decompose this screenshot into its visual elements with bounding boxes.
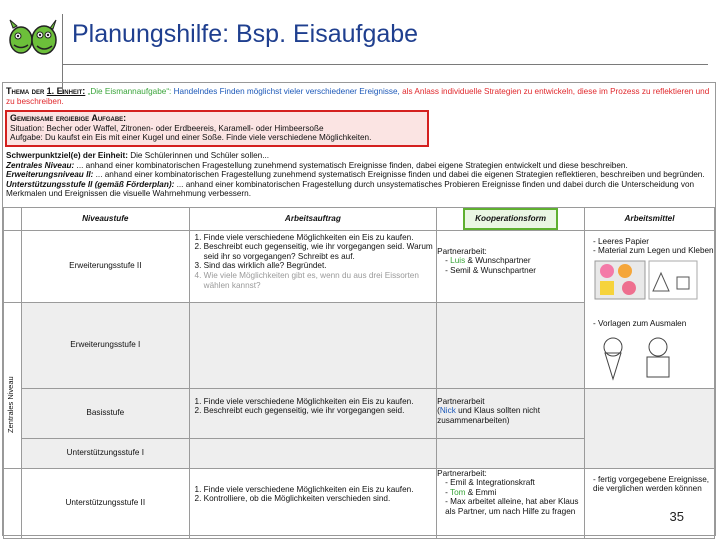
- materials-bottom: [584, 468, 714, 538]
- craft-materials-image: [585, 259, 705, 325]
- planning-table: [3, 207, 715, 539]
- header-horizontal-rule: [62, 64, 708, 65]
- level-ext1: Erweiterungsstufe I: [21, 302, 189, 388]
- material-item: - Vorlagen zum Ausmalen: [593, 319, 714, 329]
- theme-name: „Die Eismannaufgabe“:: [87, 87, 172, 96]
- koop-label: Partnerarbeit:: [437, 468, 487, 478]
- level-ext2: Erweiterungsstufe II: [21, 230, 189, 302]
- material-item: - Leeres Papier: [593, 237, 714, 247]
- header-niveaustufe: Niveaustufe: [21, 208, 189, 231]
- koop-item: - Emil & Integrationskraft: [445, 478, 584, 488]
- koop-item: - Max arbeitet alleine, hat aber Klaus als Partner, um nach Hilfe zu fragen: [445, 497, 584, 516]
- task-item: 1. Finde viele verschiedene Möglichkeiten ein Eis zu kaufen.: [204, 233, 436, 243]
- theme-desc: Handelndes Finden möglichst vieler verschiedener Ereignisse,: [173, 87, 400, 96]
- level-sup2: Unterstützungsstufe II: [21, 468, 189, 538]
- goal-ext: ... anhand einer kombinatorischen Fragestellung zunehmend systematisch Ereignisse finden und dabei die eigenen Strategien reflektieren, beschreiben und begründen.: [95, 170, 705, 180]
- theme-unit: 1. Einheit:: [46, 86, 86, 96]
- koop-label: Partnerarbeit: [437, 396, 485, 406]
- materials-top: [584, 230, 714, 388]
- goal-ext-label: Erweiterungsniveau II:: [6, 170, 94, 180]
- level-sup1: Unterstützungsstufe I: [21, 438, 189, 468]
- task-item: 3. Sind das wirklich alle? Begründet.: [204, 261, 436, 271]
- header-arbeitsmittel: Arbeitsmittel: [584, 208, 714, 231]
- theme-label: Thema der: [6, 86, 45, 96]
- koop-item: - Tom & Emmi: [445, 488, 584, 498]
- task-item: 2. Kontrolliere, ob die Möglichkeiten verschieden sind.: [204, 494, 436, 504]
- material-item: - fertig vorgegebene Ereignisse, die verglichen werden können: [593, 475, 714, 494]
- goal-sup-label: Unterstützungsstufe II (gemäß Förderplan):: [6, 179, 175, 189]
- koop-label: Partnerarbeit:: [437, 246, 487, 256]
- task-aufgabe: Aufgabe: Du kaufst ein Eis mit einer Kugel und einer Soße. Finde viele verschiedene Möglichkeiten.: [10, 133, 372, 143]
- tasks-ext2: [189, 230, 436, 302]
- theme-line: [6, 87, 714, 106]
- icecream-template-icon: [585, 331, 705, 385]
- page-title: Planungshilfe: Bsp. Eisaufgabe: [72, 20, 419, 48]
- goals-section: [6, 151, 712, 199]
- task-item: 2. Beschreibt euch gegenseitig, wie ihr vorgegangen seid.: [204, 406, 436, 416]
- header-arbeitsauftrag: Arbeitsauftrag: [189, 208, 436, 231]
- koop-item: - Semil & Wunschpartner: [445, 266, 584, 276]
- table-row: [4, 388, 715, 438]
- koop-basis: [437, 388, 585, 438]
- task-item: 2. Beschreibt euch gegenseitig, wie ihr vorgegangen seid. Warum seid ihr so vorgegangen? Schreibt es auf.: [204, 242, 436, 261]
- goals-heading: Schwerpunktziel(e) der Einheit:: [6, 151, 128, 160]
- common-task-box: [5, 110, 429, 147]
- koop-note: (Nick und Klaus sollten nicht zusammenarbeiten): [437, 406, 541, 425]
- koop-sup2: [437, 468, 585, 538]
- level-basis: Basisstufe: [21, 388, 189, 438]
- goals-heading-rest: Die Schülerinnen und Schüler sollen...: [130, 151, 270, 160]
- table-header-row: [4, 208, 715, 231]
- goal-central: ... anhand einer kombinatorischen Fragestellung zunehmend systematisch Ereignisse finden, dabei eigene Strategien entwickelt und diese beschreiben.: [76, 160, 628, 170]
- tasks-sup2: [189, 468, 436, 538]
- goal-sup: ... anhand einer kombinatorischen Fragestellung durch unsystematisches Probieren Ereignisse finden und dabei durch die Unterscheidung von Merkmalen und Ereignissen die visuelle Wahrnehmung verbessern.: [6, 179, 695, 199]
- student-name: Nick: [439, 406, 456, 416]
- central-level-sidebar: [4, 302, 22, 468]
- table-row: [4, 468, 715, 538]
- task-situation: Situation: Becher oder Waffel, Zitronen- oder Erdbeereis, Karamell- oder Himbeersoße: [10, 123, 324, 133]
- student-name: Tom: [450, 487, 466, 497]
- page-number: 35: [669, 509, 684, 524]
- central-level-label: Zentrales Niveau: [6, 375, 15, 433]
- material-item: - Material zum Legen und Kleben: [593, 246, 714, 256]
- goal-central-label: Zentrales Niveau:: [6, 160, 75, 170]
- tasks-basis: [189, 388, 436, 438]
- koop-item: - Luis & Wunschpartner: [445, 256, 584, 266]
- planning-document: [2, 82, 716, 536]
- monster-logo-icon: [6, 14, 60, 58]
- theme-reason: als Anlass individuelle Strategien zu entwickeln, diese im Prozess zu reflektieren und zu beschreiben.: [6, 87, 710, 106]
- table-row: [4, 230, 715, 302]
- task-item: 4. Wie viele Möglichkeiten gibt es, wenn du aus drei Eissorten wählen kannst?: [204, 271, 436, 290]
- header-kooperationsform: Kooperationsform: [463, 208, 558, 230]
- task-item: 1. Finde viele verschiedene Möglichkeiten ein Eis zu kaufen.: [204, 397, 436, 407]
- common-task-heading: Gemeinsame ergiebige Aufgabe:: [10, 113, 127, 123]
- task-item: 1. Finde viele verschiedene Möglichkeiten ein Eis zu kaufen.: [204, 485, 436, 495]
- koop-ext2: [437, 230, 585, 302]
- student-name: Luis: [450, 256, 466, 266]
